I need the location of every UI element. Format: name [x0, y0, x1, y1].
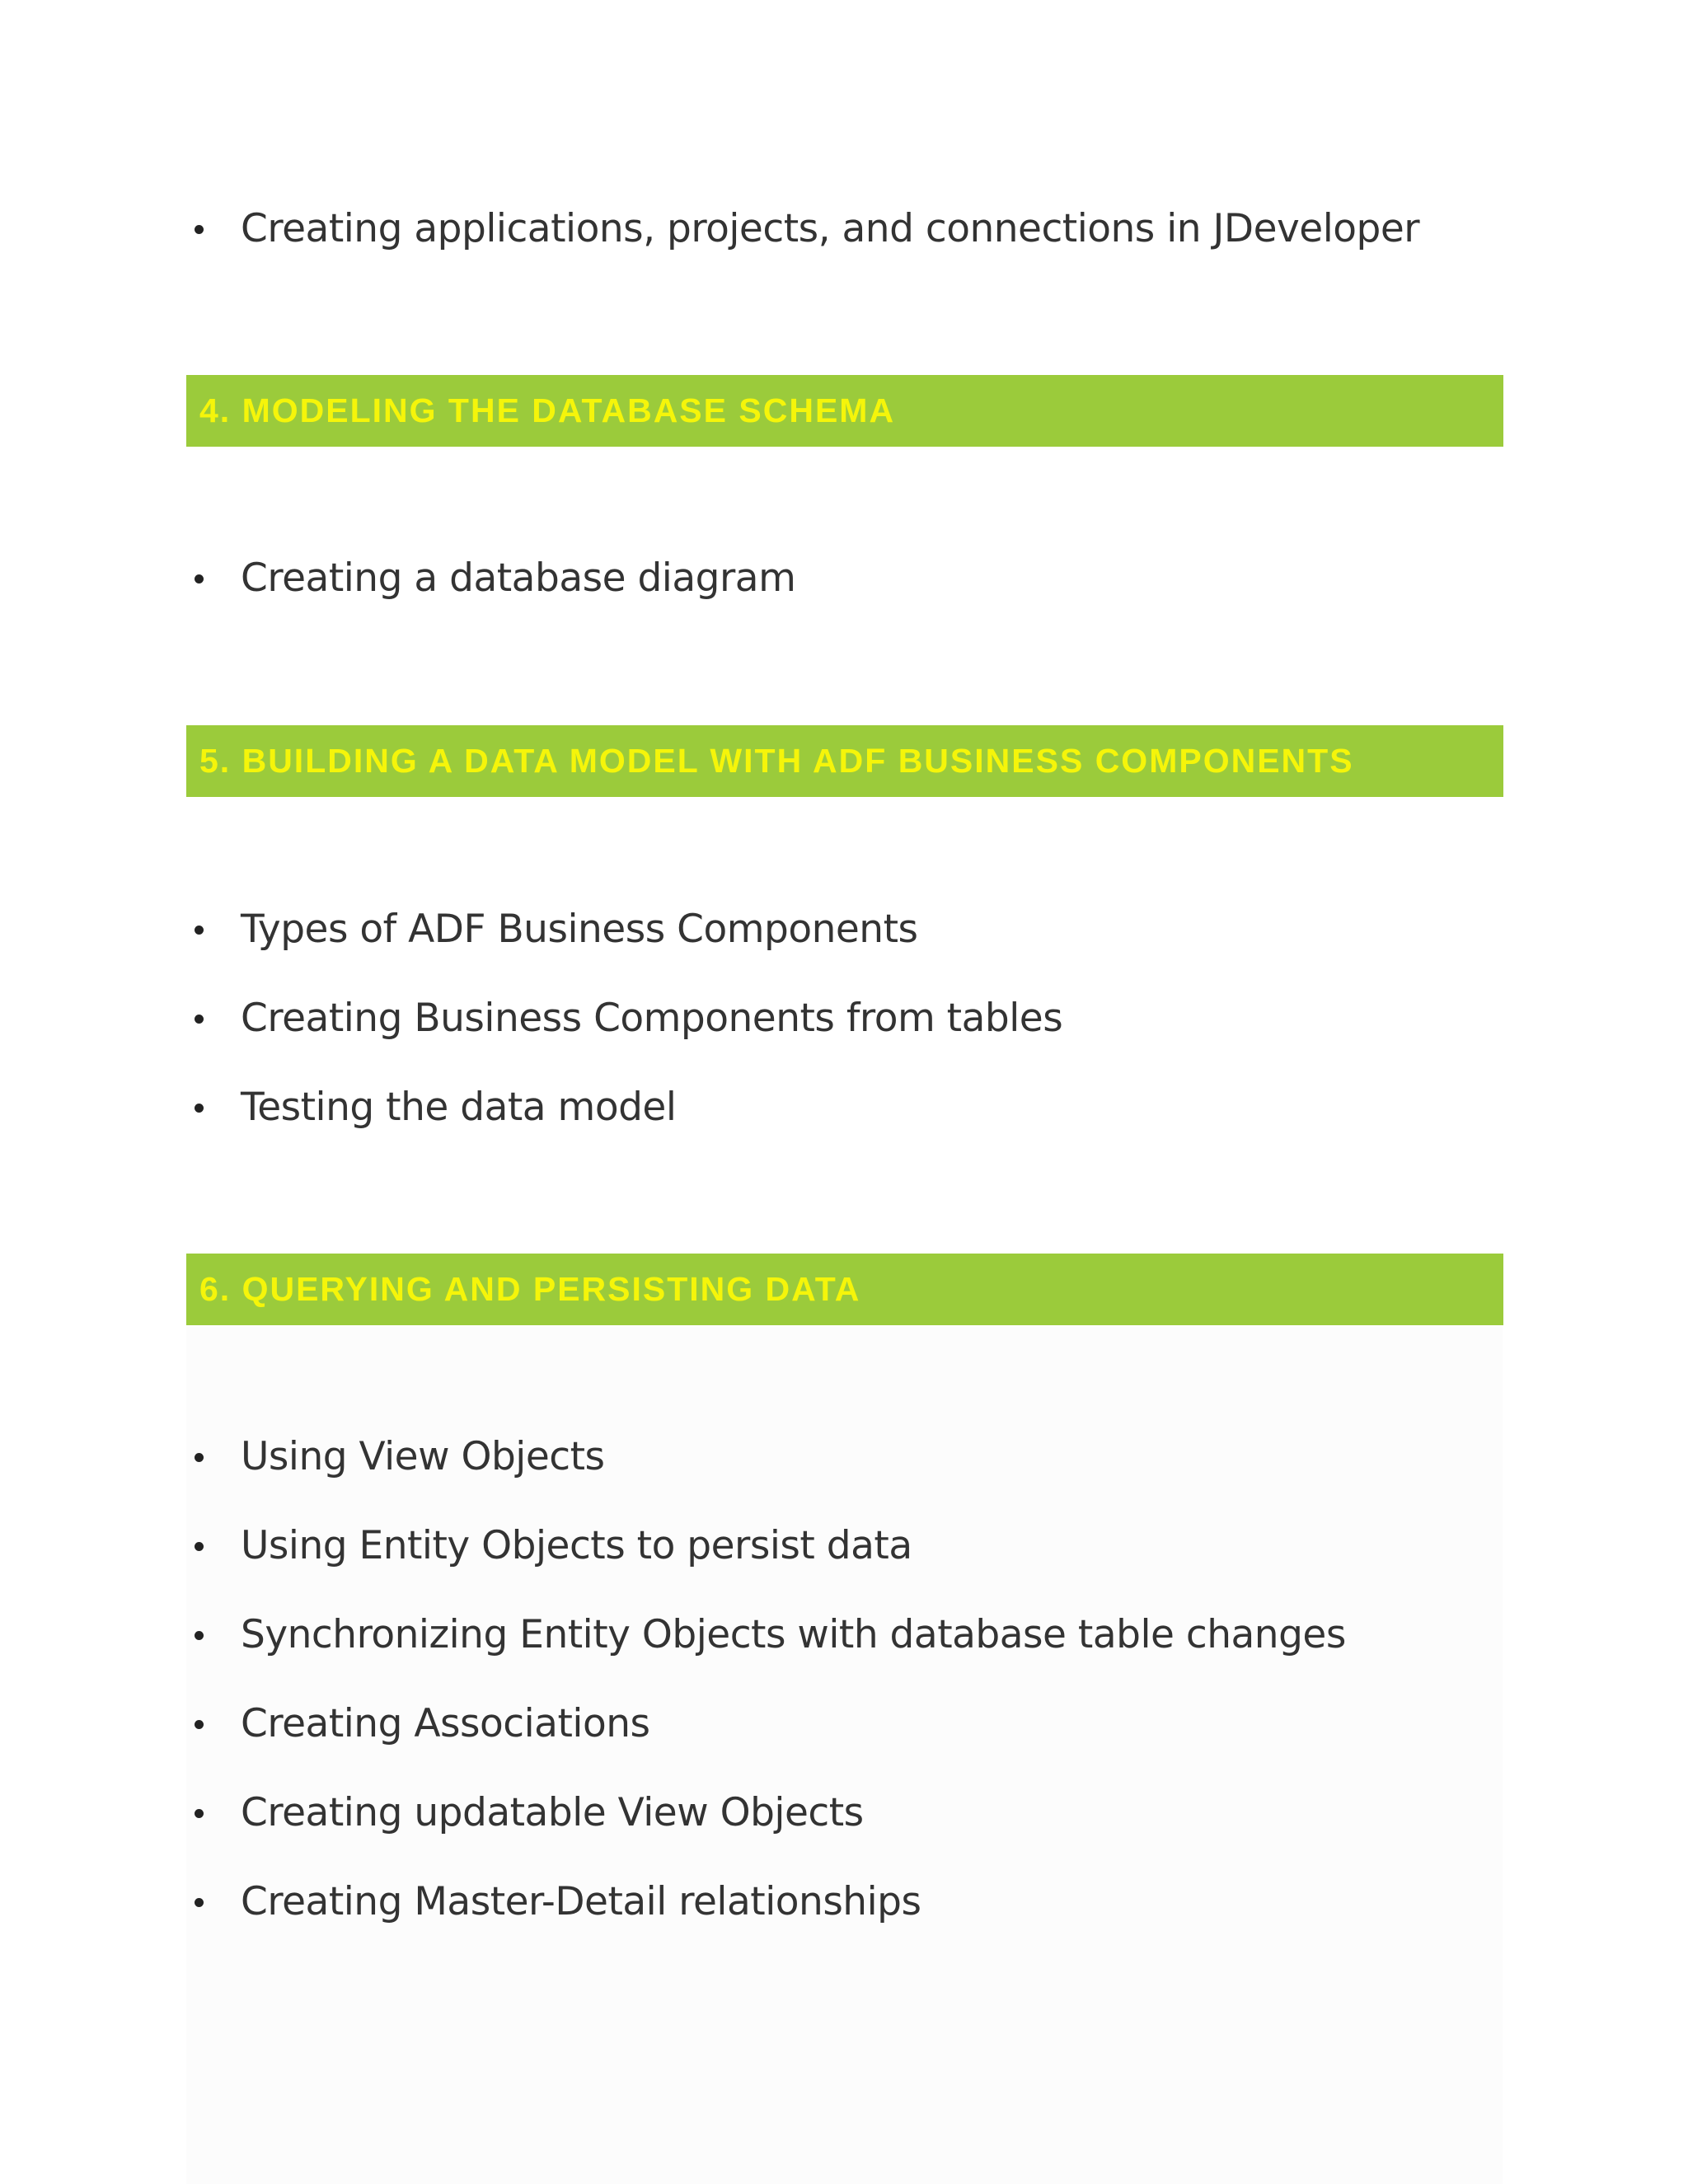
section-heading-6 — [186, 1254, 1503, 1325]
bullet-icon — [195, 225, 204, 234]
list-item-text: Using Entity Objects to persist data — [241, 1523, 912, 1568]
list-item-text: Creating Business Components from tables — [241, 996, 1063, 1041]
section-title: 5. BUILDING A DATA MODEL WITH ADF BUSINESS COMPONENTS — [199, 742, 1354, 780]
list-item-text: Testing the data model — [241, 1085, 677, 1130]
list-item-text: Creating applications, projects, and connections in JDeveloper — [241, 206, 1420, 251]
section-heading-4 — [186, 375, 1503, 447]
bullet-icon — [195, 1453, 204, 1462]
bullet-icon — [195, 1809, 204, 1818]
bullet-icon — [195, 1898, 204, 1907]
bullet-icon — [195, 1720, 204, 1729]
list-item-text: Creating Master-Detail relationships — [241, 1879, 921, 1924]
bullet-icon — [195, 574, 204, 583]
list-item-text: Creating updatable View Objects — [241, 1790, 864, 1835]
bullet-icon — [195, 926, 204, 935]
bullet-icon — [195, 1015, 204, 1024]
bullet-icon — [195, 1104, 204, 1113]
section-heading-5 — [186, 725, 1503, 797]
list-item-text: Creating Associations — [241, 1701, 650, 1746]
bullet-icon — [195, 1542, 204, 1551]
section-title: 6. QUERYING AND PERSISTING DATA — [199, 1270, 861, 1308]
section-title: 4. MODELING THE DATABASE SCHEMA — [199, 391, 896, 429]
bullet-icon — [195, 1631, 204, 1640]
list-item-text: Creating a database diagram — [241, 555, 796, 601]
list-item-text: Using View Objects — [241, 1434, 605, 1479]
list-item-text: Types of ADF Business Components — [241, 907, 918, 952]
list-item-text: Synchronizing Entity Objects with database table changes — [241, 1612, 1346, 1657]
